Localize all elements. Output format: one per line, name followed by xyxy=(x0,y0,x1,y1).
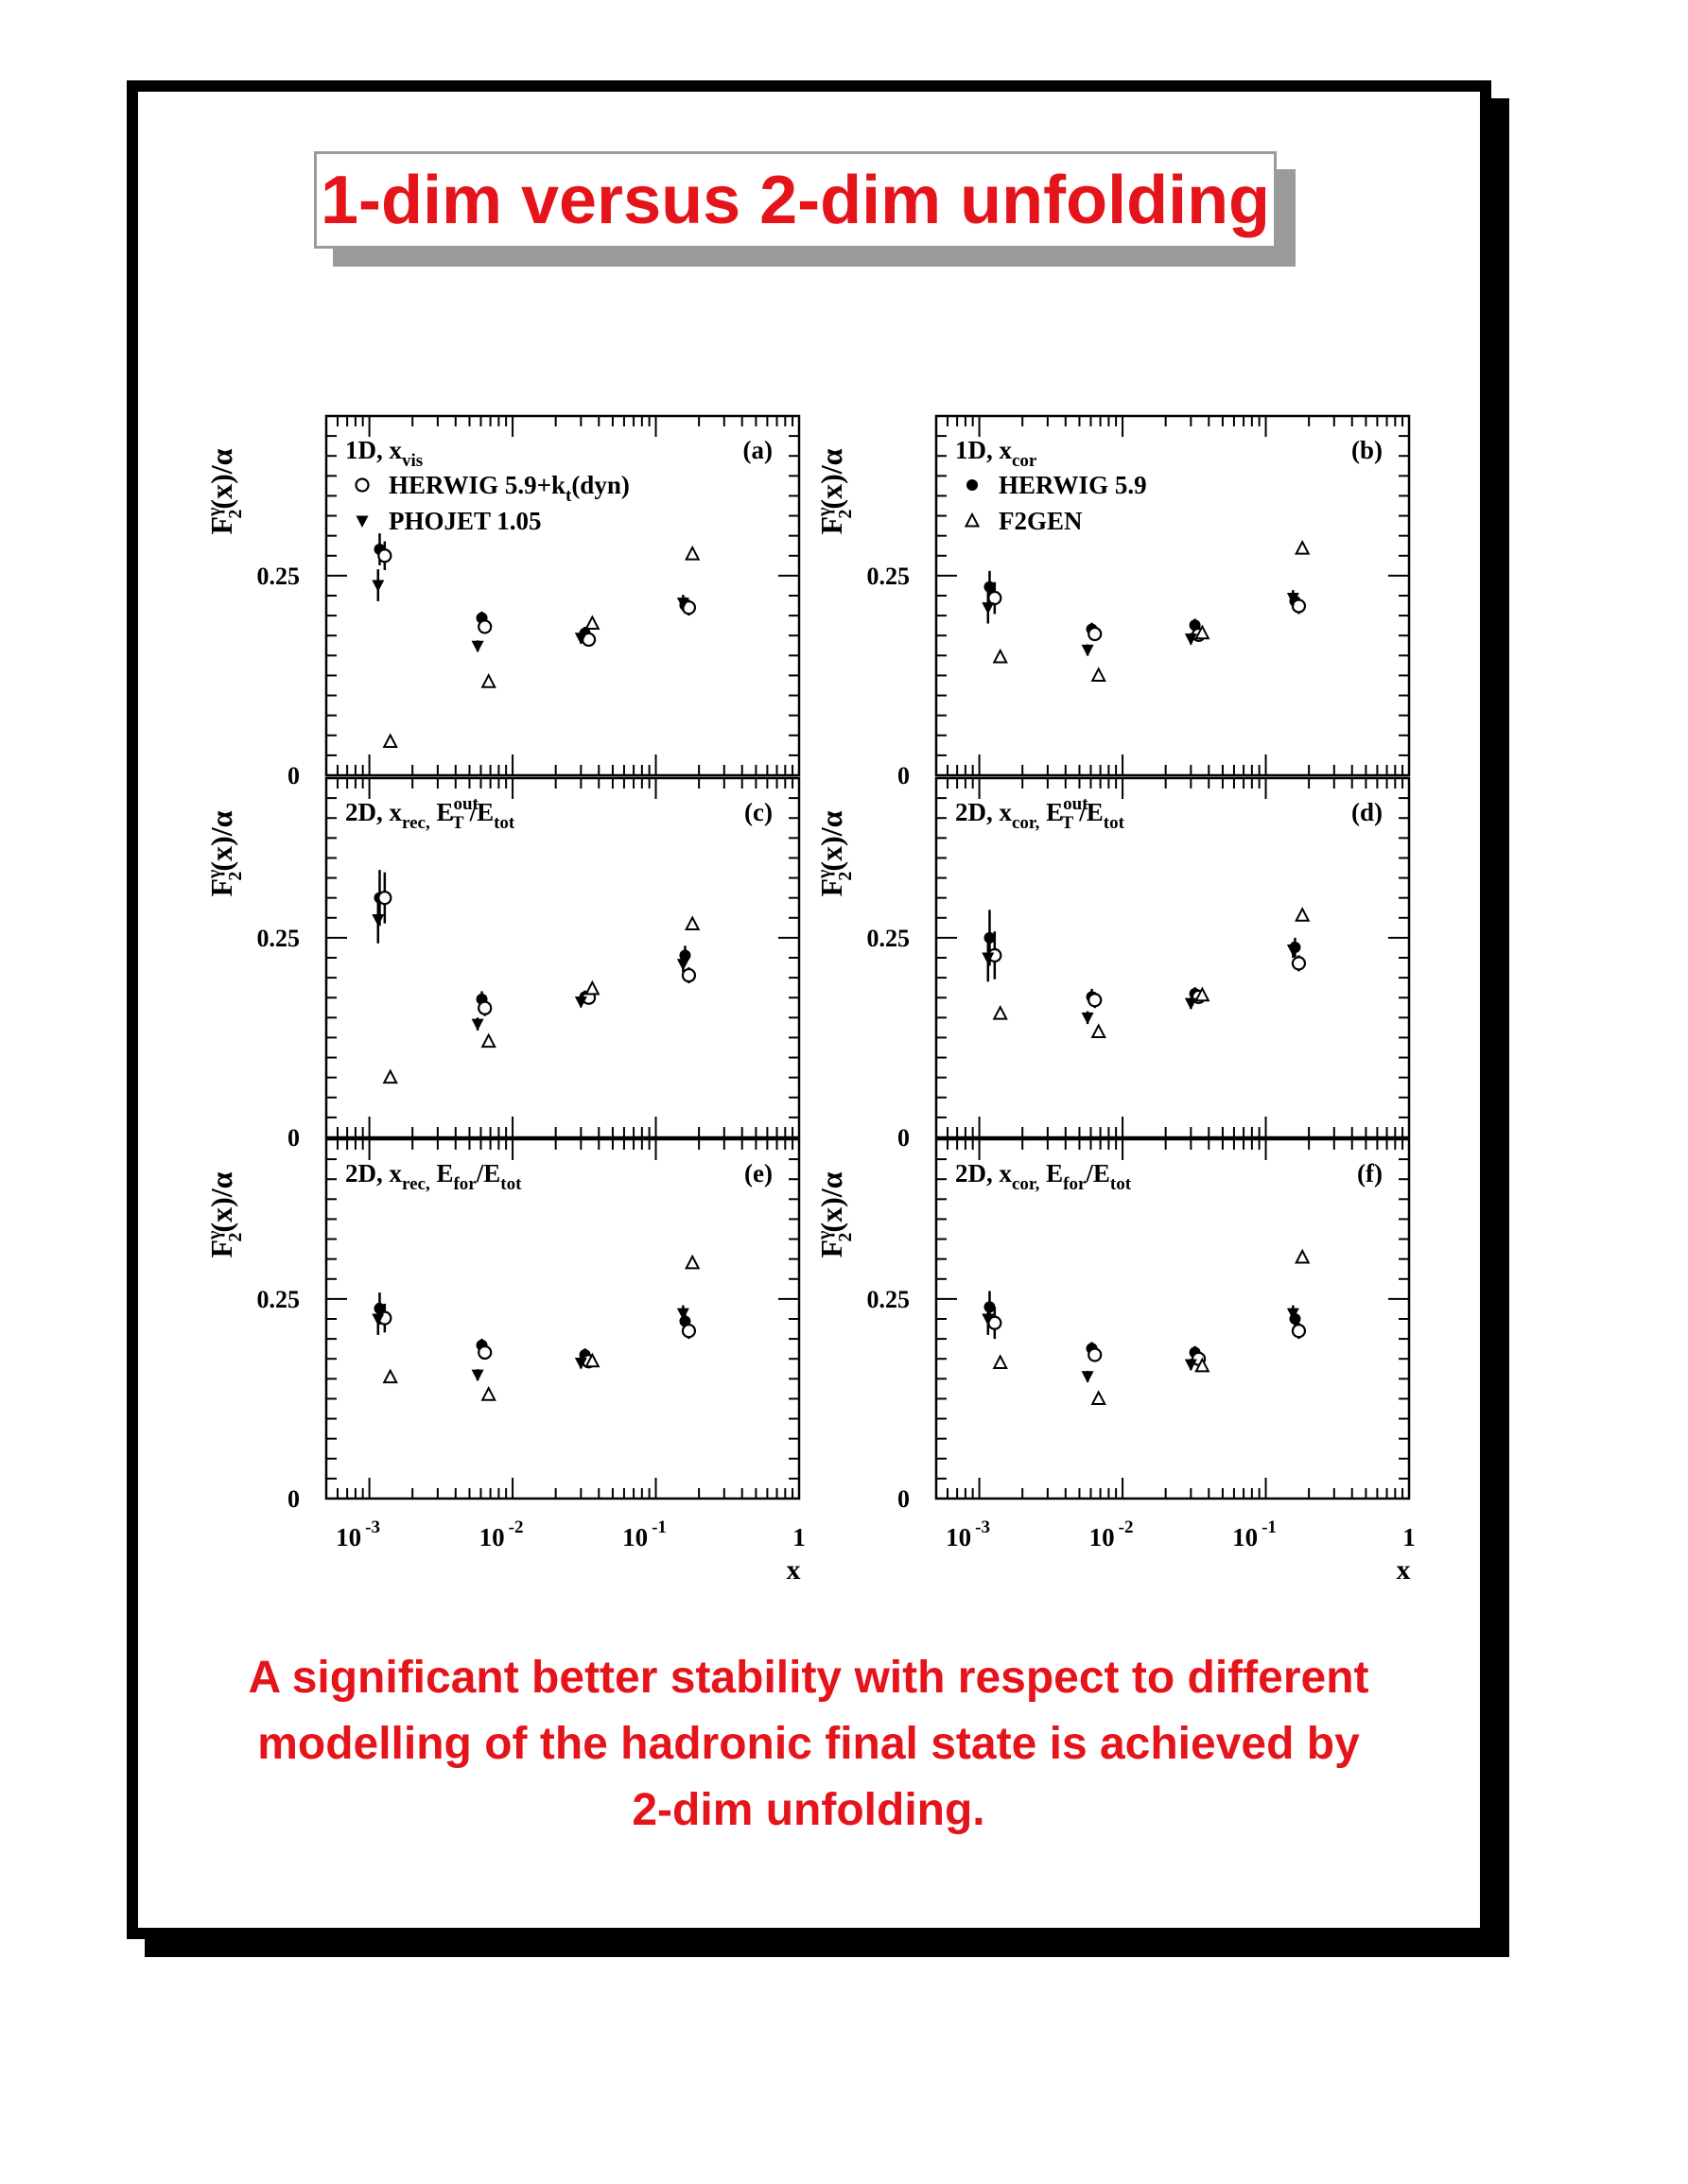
slide-title-text: 1-dim versus 2-dim unfolding xyxy=(320,162,1271,238)
legend-label-sub: t xyxy=(565,486,572,506)
x-tick-label xyxy=(1402,1523,1416,1551)
data-point-f2gen xyxy=(482,675,495,687)
x-tick-base: 1 xyxy=(792,1523,806,1551)
panel-label-tail: /E xyxy=(1079,798,1104,826)
data-point-f2gen xyxy=(482,1388,495,1400)
panel-label-main: 2D, x xyxy=(955,798,1012,826)
panel-e xyxy=(204,1139,806,1586)
legend-marker xyxy=(966,479,978,491)
data-point-herwig_kt xyxy=(479,620,491,633)
data-point-f2gen xyxy=(1296,542,1309,554)
legend-label xyxy=(999,471,1147,499)
data-point-phojet xyxy=(472,641,484,653)
y-label-gamma: γ xyxy=(814,869,835,878)
panel-label-tail-sub: tot xyxy=(1109,1174,1132,1194)
data-point-herwig_kt xyxy=(988,592,1001,604)
panel-label-main: 1D, x xyxy=(955,436,1012,464)
x-tick-exp: -1 xyxy=(652,1517,667,1537)
panel-label-main: 2D, x xyxy=(345,798,402,826)
y-label-f: F xyxy=(204,1239,238,1258)
panel-f xyxy=(814,1139,1416,1586)
panel-label xyxy=(345,436,423,471)
y-label-rest: (x)/α xyxy=(204,1171,238,1233)
caption xyxy=(151,1645,1466,1844)
x-tick-label xyxy=(946,1517,990,1551)
panel-label-tail: /E xyxy=(476,1159,501,1187)
y-label-rest: (x)/α xyxy=(204,810,238,872)
y-label-f: F xyxy=(204,515,238,535)
x-tick-exp: -3 xyxy=(365,1517,381,1537)
data-point-f2gen xyxy=(384,736,396,748)
legend-marker xyxy=(357,479,369,492)
panel-label-rest: E xyxy=(1039,1159,1064,1187)
y-label-2: 2 xyxy=(225,1232,246,1242)
data-point-phojet xyxy=(372,581,384,593)
y-tick-label: 0.25 xyxy=(866,562,910,590)
y-label-f: F xyxy=(814,877,848,897)
panel-label-rest: E xyxy=(1039,798,1064,826)
data-point-phojet xyxy=(1082,1013,1094,1025)
data-point-f2gen xyxy=(994,1356,1006,1368)
panel-tag: (c) xyxy=(744,798,773,826)
panel-frame xyxy=(936,416,1409,775)
legend-label-main: PHOJET 1.05 xyxy=(389,507,542,535)
legend-label xyxy=(389,471,630,506)
y-label-2: 2 xyxy=(835,871,856,881)
y-label-gamma: γ xyxy=(204,869,225,878)
data-point-f2gen xyxy=(384,1071,396,1083)
y-label-2: 2 xyxy=(225,871,246,881)
panel-label-tail-sub: tot xyxy=(1103,813,1124,833)
legend-label-main: HERWIG 5.9 xyxy=(999,471,1147,499)
panel-label-sup: out xyxy=(1063,794,1088,814)
y-axis-label xyxy=(204,448,246,534)
panel-label-sub: cor, xyxy=(1012,813,1040,833)
data-point-herwig_kt xyxy=(1293,957,1305,969)
x-tick-label xyxy=(1232,1517,1277,1551)
y-tick-label: 0 xyxy=(287,1124,300,1152)
y-tick-label: 0 xyxy=(897,762,910,789)
panel-label-sub2: T xyxy=(1061,813,1074,833)
data-point-f2gen xyxy=(687,1257,699,1269)
x-tick-base: 10 xyxy=(622,1523,649,1551)
panel-frame xyxy=(326,416,799,775)
x-tick-label xyxy=(1089,1517,1134,1551)
panel-label xyxy=(955,1159,1132,1194)
y-tick-label: 0.25 xyxy=(256,562,300,590)
legend-label-main: F2GEN xyxy=(999,507,1083,535)
data-point-herwig_kt xyxy=(1088,628,1101,640)
data-point-herwig_kt xyxy=(479,1346,491,1359)
x-tick-label xyxy=(792,1523,806,1551)
panel-label-tail: /E xyxy=(1086,1159,1110,1187)
panel-frame xyxy=(936,778,1409,1137)
panel-label xyxy=(955,436,1037,471)
x-tick-exp: -2 xyxy=(508,1517,524,1537)
y-tick-label: 0.25 xyxy=(256,924,300,952)
panel-c xyxy=(204,778,799,1152)
y-label-gamma: γ xyxy=(204,1230,225,1239)
panel-label-sub2: for xyxy=(453,1174,477,1194)
panel-label-sub: rec, xyxy=(402,813,430,833)
data-point-herwig_kt xyxy=(378,892,391,904)
y-axis-label xyxy=(204,1171,246,1257)
panel-label-sub: cor, xyxy=(1012,1174,1040,1194)
panel-label-main: 1D, x xyxy=(345,436,402,464)
panel-frame xyxy=(936,1139,1409,1499)
y-axis-label xyxy=(204,810,246,896)
panel-label-rest: E xyxy=(429,1159,454,1187)
data-point-f2gen xyxy=(586,617,599,630)
legend-label xyxy=(389,507,542,535)
panel-label-tail-sub: tot xyxy=(500,1174,522,1194)
caption-line-2: modelling of the hadronic final state is achieved by xyxy=(257,1719,1360,1769)
data-point-f2gen xyxy=(384,1371,396,1383)
y-label-f: F xyxy=(814,515,848,535)
data-point-f2gen xyxy=(1092,1392,1105,1404)
x-tick-exp: -2 xyxy=(1118,1517,1134,1537)
x-tick-exp: -3 xyxy=(975,1517,991,1537)
data-point-herwig_kt xyxy=(683,969,695,981)
data-point-f2gen xyxy=(1296,1251,1309,1263)
panel-tag: (b) xyxy=(1351,436,1383,464)
x-tick-base: 10 xyxy=(1088,1523,1115,1551)
y-axis-label xyxy=(814,1171,856,1257)
data-point-phojet xyxy=(472,1019,484,1031)
x-tick-base: 10 xyxy=(1232,1523,1259,1551)
y-label-gamma: γ xyxy=(814,1230,835,1239)
panel-a xyxy=(204,416,799,789)
y-label-2: 2 xyxy=(835,509,856,519)
y-label-rest: (x)/α xyxy=(814,810,848,872)
x-tick-label xyxy=(479,1517,524,1551)
caption-line-3: 2-dim unfolding. xyxy=(632,1785,985,1835)
panel-label-sup: out xyxy=(453,794,479,814)
panel-label xyxy=(955,794,1125,833)
legend-label xyxy=(999,507,1083,535)
panel-label-sub2: for xyxy=(1063,1174,1087,1194)
panel-tag: (f) xyxy=(1357,1159,1383,1187)
data-point-herwig_kt xyxy=(1293,1325,1305,1337)
panel-label-sub: rec, xyxy=(402,1174,430,1194)
legend-marker xyxy=(966,514,979,527)
y-axis-label xyxy=(814,810,856,896)
y-label-gamma: γ xyxy=(814,507,835,516)
x-tick-exp: -1 xyxy=(1262,1517,1277,1537)
panel-tag: (d) xyxy=(1351,798,1383,826)
data-point-phojet xyxy=(372,914,384,927)
y-label-gamma: γ xyxy=(204,507,225,516)
x-axis-label: x xyxy=(1396,1554,1411,1586)
data-point-phojet xyxy=(982,602,994,615)
y-label-f: F xyxy=(204,877,238,897)
y-label-rest: (x)/α xyxy=(814,1171,848,1233)
panel-label xyxy=(345,794,515,833)
panel-label-main: 2D, x xyxy=(955,1159,1012,1187)
y-tick-label: 0 xyxy=(897,1124,910,1152)
data-point-herwig_kt xyxy=(683,1325,695,1337)
panel-label-sub: vis xyxy=(402,451,424,471)
data-point-f2gen xyxy=(1296,909,1309,921)
legend-label-suffix: (dyn) xyxy=(571,471,630,499)
panel-label-sub2: T xyxy=(451,813,464,833)
caption-line-1: A significant better stability with respect to different xyxy=(248,1653,1369,1703)
x-tick-base: 10 xyxy=(336,1523,362,1551)
data-point-f2gen xyxy=(994,650,1006,663)
x-axis-label: x xyxy=(786,1554,801,1586)
panel-label-rest: E xyxy=(429,798,454,826)
data-point-f2gen xyxy=(586,982,599,995)
y-label-rest: (x)/α xyxy=(814,448,848,510)
y-label-rest: (x)/α xyxy=(204,448,238,510)
data-point-herwig_kt xyxy=(479,1002,491,1014)
x-tick-base: 1 xyxy=(1402,1523,1416,1551)
panel-label-tail-sub: tot xyxy=(494,813,515,833)
y-tick-label: 0 xyxy=(287,762,300,789)
data-point-f2gen xyxy=(687,547,699,560)
panel-label xyxy=(345,1159,522,1194)
data-point-herwig_kt xyxy=(1088,994,1101,1006)
y-label-2: 2 xyxy=(225,509,246,519)
panel-frame xyxy=(326,1139,799,1499)
panel-label-tail: /E xyxy=(469,798,495,826)
data-point-phojet xyxy=(1082,1371,1094,1383)
y-tick-label: 0 xyxy=(897,1485,910,1513)
y-tick-label: 0 xyxy=(287,1485,300,1513)
x-tick-base: 10 xyxy=(946,1523,972,1551)
data-point-herwig_kt xyxy=(378,549,391,562)
data-point-phojet xyxy=(1185,1360,1197,1372)
data-point-f2gen xyxy=(994,1007,1006,1019)
panel-label-sub: cor xyxy=(1012,451,1037,471)
data-point-f2gen xyxy=(687,918,699,930)
y-label-2: 2 xyxy=(835,1232,856,1242)
x-tick-base: 10 xyxy=(479,1523,505,1551)
y-tick-label: 0.25 xyxy=(256,1285,300,1313)
data-point-phojet xyxy=(1082,645,1094,657)
y-tick-label: 0.25 xyxy=(866,924,910,952)
y-label-f: F xyxy=(814,1239,848,1258)
x-tick-label xyxy=(622,1517,667,1551)
data-point-f2gen xyxy=(482,1035,495,1048)
legend-label-main: HERWIG 5.9+k xyxy=(389,471,566,499)
y-axis-label xyxy=(814,448,856,534)
panel-b xyxy=(814,416,1409,789)
panel-tag: (a) xyxy=(742,436,773,464)
x-tick-label xyxy=(336,1517,380,1551)
panel-label-main: 2D, x xyxy=(345,1159,402,1187)
legend-marker xyxy=(357,516,369,529)
data-point-phojet xyxy=(472,1370,484,1382)
y-tick-label: 0.25 xyxy=(866,1285,910,1313)
panel-d xyxy=(814,778,1409,1152)
panel-tag: (e) xyxy=(744,1159,773,1187)
data-point-f2gen xyxy=(1092,1026,1105,1038)
data-point-phojet xyxy=(1185,998,1197,1011)
data-point-herwig_kt xyxy=(1088,1349,1101,1361)
data-point-f2gen xyxy=(1092,668,1105,681)
